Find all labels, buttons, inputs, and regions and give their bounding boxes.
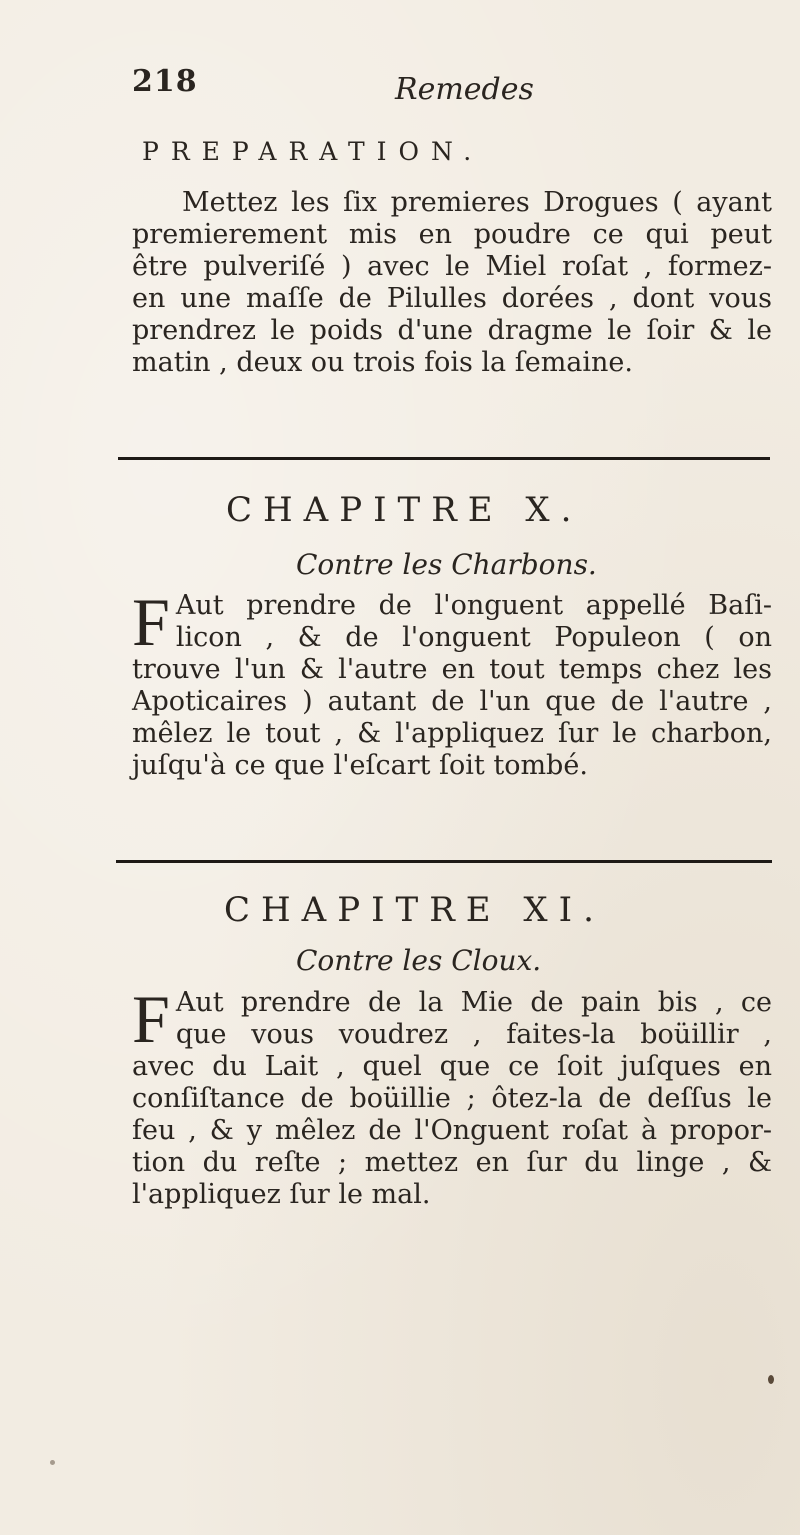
- paragraph-line: matin , deux ou trois fois la ſemaine.: [132, 347, 633, 378]
- chapter-xi-paragraph: [132, 981, 772, 1211]
- section-divider: [118, 457, 770, 460]
- paragraph-line: trouve l'un & l'autre en tout temps chez les: [132, 654, 772, 685]
- paragraph-line: premierement mis en poudre ce qui peut: [132, 219, 772, 250]
- paragraph-line: en une maſſe de Pilulles dorées , dont vous: [132, 283, 772, 314]
- paragraph-line: Mettez les ſix premieres Drogues ( ayant: [182, 187, 772, 218]
- paragraph-line: tion du reſte ; mettez en ſur du linge , &: [132, 1147, 772, 1178]
- paragraph-line: Aut prendre de la Mie de pain bis , ce: [175, 987, 772, 1018]
- preparation-heading: PREPARATION.: [142, 137, 484, 166]
- drop-cap: F: [132, 584, 170, 660]
- paragraph-line: juſqu'à ce que l'eſcart ſoit tombé.: [132, 750, 588, 781]
- chapter-xi-subtitle: Contre les Cloux.: [296, 944, 542, 977]
- paragraph-line: être pulveriſé ) avec le Miel roſat , formez-: [132, 251, 772, 282]
- paragraph-line: mêlez le tout , & l'appliquez ſur le charbon,: [132, 718, 772, 749]
- chapter-xi-title: CHAPITRE XI.: [224, 890, 605, 930]
- page-number: 218: [132, 64, 198, 99]
- ink-speck: [50, 1460, 55, 1465]
- chapter-x-subtitle: Contre les Charbons.: [296, 548, 597, 581]
- running-title: Remedes: [395, 72, 534, 107]
- paragraph-line: avec du Lait , quel que ce ſoit juſques en: [132, 1051, 772, 1082]
- paragraph-line: prendrez le poids d'une dragme le ſoir & le: [132, 315, 772, 346]
- paragraph-line: Apoticaires ) autant de l'un que de l'autre ,: [132, 686, 772, 717]
- chapter-x-paragraph: [132, 584, 772, 782]
- paragraph-line: feu , & y mêlez de l'Onguent roſat à propor-: [132, 1115, 772, 1146]
- chapter-x-title: CHAPITRE X.: [226, 490, 583, 530]
- paragraph-line: l'appliquez ſur le mal.: [132, 1179, 431, 1210]
- preparation-paragraph: [132, 187, 772, 379]
- drop-cap: F: [132, 981, 170, 1057]
- paragraph-line: conſiſtance de boüillie ; ôtez-la de deſſus le: [132, 1083, 772, 1114]
- paragraph-line: Aut prendre de l'onguent appellé Baſi-: [175, 590, 772, 621]
- paragraph-line: que vous voudrez , faites-la boüillir ,: [175, 1019, 772, 1050]
- section-divider: [116, 860, 772, 863]
- paragraph-line: licon , & de l'onguent Populeon ( on: [175, 622, 772, 653]
- ink-speck: [768, 1375, 774, 1384]
